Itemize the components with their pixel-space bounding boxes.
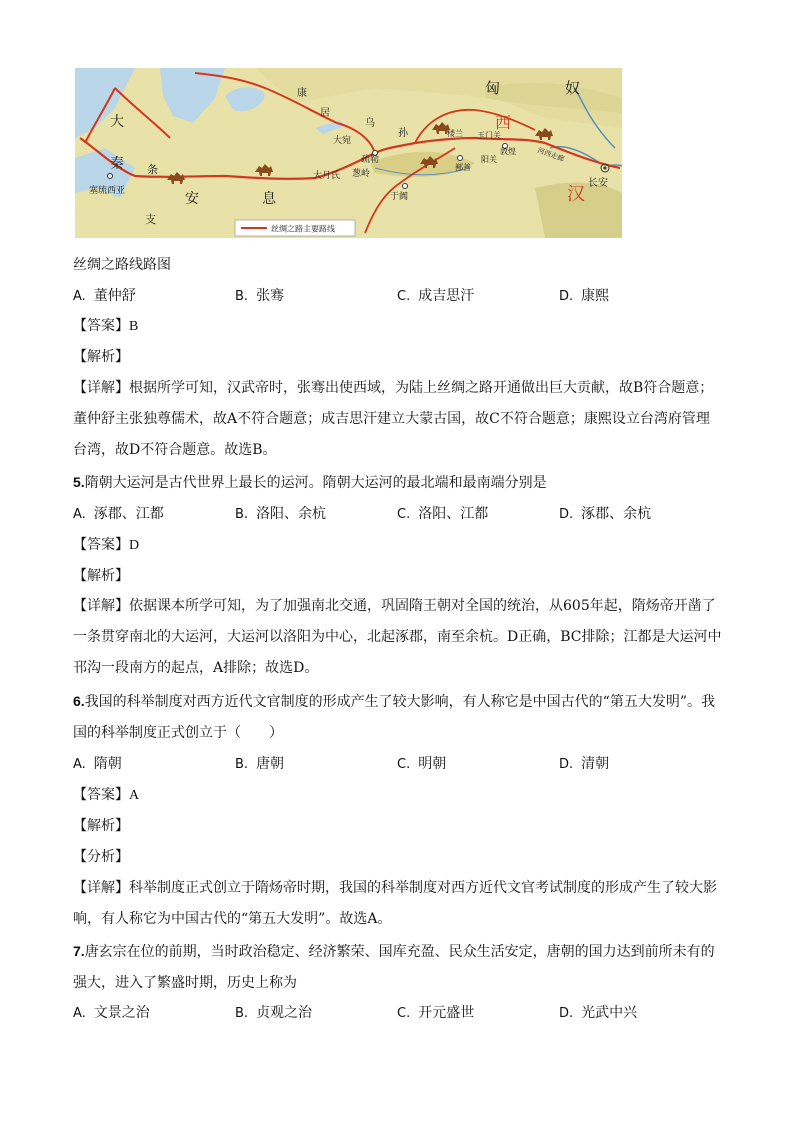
q5-option-b[interactable]: B. 洛阳、余杭 (235, 506, 327, 522)
map-label-ju: 居 (320, 108, 330, 119)
q7-option-a[interactable]: A. 文景之治 (73, 1005, 150, 1021)
q4-answer: 【答案】B (73, 318, 139, 334)
changan-marker-dot (604, 167, 607, 170)
q4-detail: 【详解】根据所学可知，汉武帝时，张骞出使西域，为陆上丝绸之路开通做出巨大贡献，故B符合题意；董仲舒主张独尊儒术，故A不符合题意；成吉思汗建立大蒙古国，故C不符合题意；康熙设立台湾府管理台湾，故D不符合题意。故选B。 (73, 380, 714, 458)
q4-option-d[interactable]: D. 康熙 (559, 288, 610, 304)
map-label-da: 大 (110, 114, 124, 130)
q5-option-c[interactable]: C. 洛阳、江都 (397, 506, 489, 522)
q6-option-a[interactable]: A. 隋朝 (73, 756, 122, 772)
q5-stem: 5.隋朝大运河是古代世界上最长的运河。隋朝大运河的最北端和最南端分别是 (73, 474, 547, 491)
map-label-wu: 乌 (365, 118, 375, 129)
shanshan-marker (458, 156, 463, 161)
map-label-sun: 孙 (398, 128, 408, 139)
map-label-shanshan: 鄯善 (455, 163, 471, 172)
silk-road-map (75, 68, 622, 238)
q5-detail: 【详解】依据课本所学可知，为了加强南北交通，巩固隋王朝对全国的统治，从605年起，隋炀帝开凿了一条贯穿南北的大运河，大运河以洛阳为中心，北起涿郡，南至余杭。D正确，BC排除；江都是大运河中邗沟一段南方的起点，A排除；故选D。 (73, 598, 722, 676)
q6-options (73, 754, 723, 774)
map-label-dunhuang: 敦煌 (500, 147, 516, 156)
map-label-dayuezhi: 大月氏 (313, 171, 341, 181)
q4-option-c[interactable]: C. 成吉思汗 (397, 288, 475, 304)
map-label-shule: 疏勒 (361, 155, 380, 165)
map-label-xiongnu-1: 匈 (485, 79, 501, 97)
map-label-congling: 葱岭 (352, 169, 371, 179)
seleucia-marker (108, 174, 113, 179)
q4-option-b[interactable]: B. 张骞 (235, 288, 285, 304)
q5-option-a[interactable]: A. 涿郡、江都 (73, 506, 164, 522)
q5-option-d[interactable]: D. 涿郡、余杭 (559, 506, 652, 522)
map-label-hexi: 河西走廊 (536, 146, 566, 164)
map-label-kang: 康 (297, 88, 307, 99)
map-label-dayuan: 大宛 (333, 136, 352, 146)
map-label-qin: 秦 (110, 156, 124, 172)
map-label-yangguan: 阳关 (481, 155, 497, 164)
q7-option-b[interactable]: B. 贞观之治 (235, 1005, 313, 1021)
map-caption: 丝绸之路线路图 (73, 257, 171, 273)
map-label-tiao: 条 (147, 163, 158, 176)
map-label-yutian: 于阗 (390, 192, 409, 202)
q7-stem: 7.唐玄宗在位的前期，当时政治稳定、经济繁荣、国库充盈、民众生活安定，唐朝的国力达到前所未有的强大，进入了繁盛时期，历史上称为 (73, 943, 715, 991)
map-label-seleucia: 塞琉西亚 (89, 186, 126, 196)
map-label-zhi: 支 (145, 213, 156, 226)
map-label-xi: 西 (495, 113, 512, 132)
map-label-yumenguan: 玉门关 (477, 131, 501, 140)
map-label-loulan: 楼兰 (447, 129, 463, 138)
map-label-changan: 长安 (588, 178, 608, 189)
map-legend-text: 丝绸之路主要路线 (271, 224, 335, 234)
q5-options (73, 504, 723, 524)
q7-option-c[interactable]: C. 开元盛世 (397, 1005, 475, 1021)
q6-option-b[interactable]: B. 唐朝 (235, 756, 285, 772)
q7-options (73, 1003, 723, 1023)
map-label-an: 安 (185, 191, 199, 207)
q6-detail: 【详解】科举制度正式创立于隋炀帝时期，我国的科举制度对西方近代文官考试制度的形成产生了较大影响，有人称它为中国古代的“第五大发明”。故选A。 (73, 880, 717, 927)
yutian-marker (403, 184, 408, 189)
q4-options (73, 286, 723, 306)
q6-fenxi-label: 【分析】 (73, 849, 129, 865)
q5-analysis-label: 【解析】 (73, 568, 129, 584)
q7-option-d[interactable]: D. 光武中兴 (559, 1005, 638, 1021)
q5-answer: 【答案】D (73, 537, 140, 553)
q4-analysis-label: 【解析】 (73, 349, 129, 365)
map-label-xiongnu-2: 奴 (565, 79, 581, 97)
q6-stem: 6.我国的科举制度对西方近代文官制度的形成产生了较大影响，有人称它是中国古代的“第五大发明”。我国的科举制度正式创立于（ ） (73, 693, 715, 741)
q6-option-d[interactable]: D. 清朝 (559, 756, 610, 772)
map-label-xi2: 息 (262, 191, 276, 207)
q6-answer: 【答案】A (73, 787, 140, 803)
map-label-han: 汉 (567, 184, 585, 205)
q6-analysis-label: 【解析】 (73, 818, 129, 834)
q6-option-c[interactable]: C. 明朝 (397, 756, 447, 772)
q4-option-a[interactable]: A. 董仲舒 (73, 288, 136, 304)
